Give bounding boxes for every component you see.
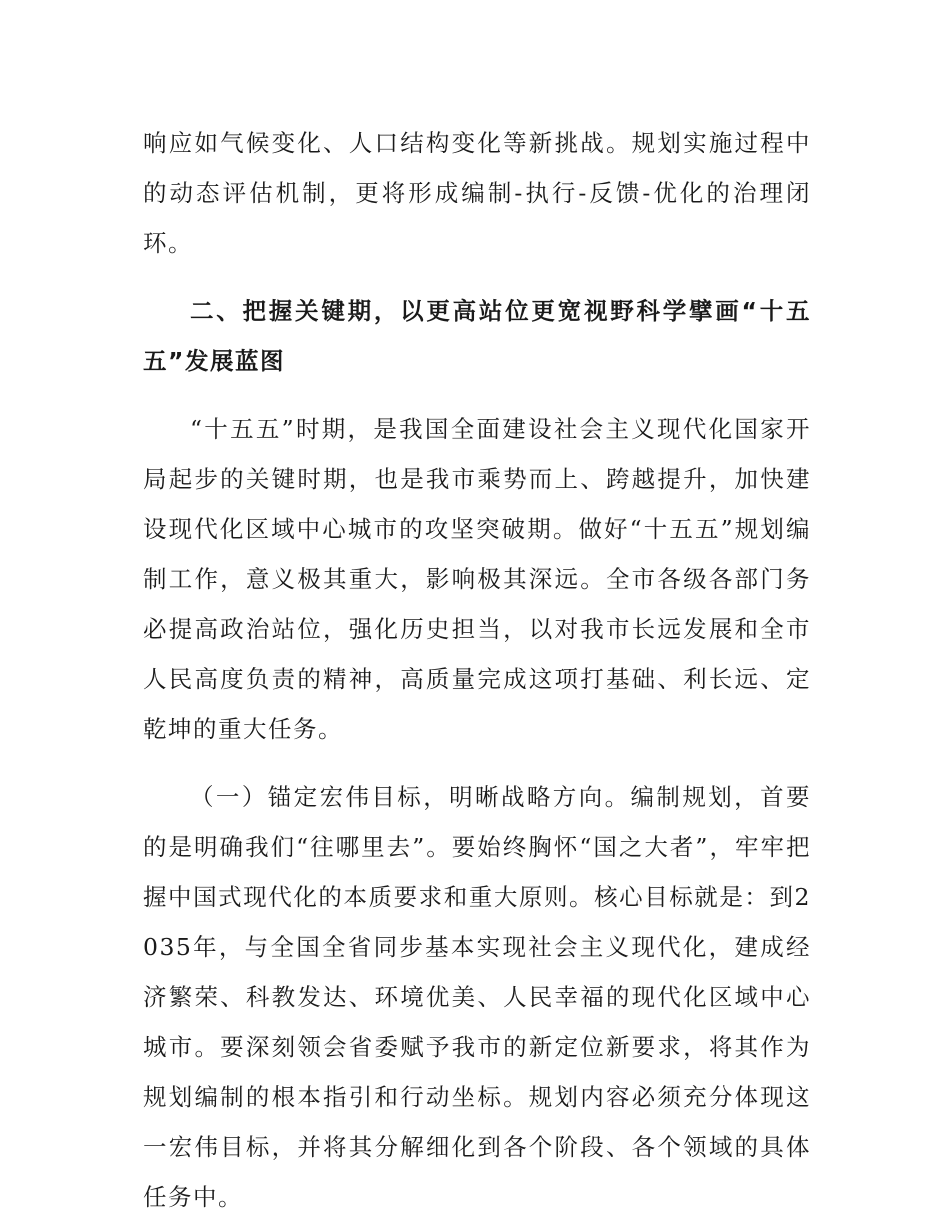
paragraph-continuation: 响应如气候变化、人口结构变化等新挑战。规划实施过程中的动态评估机制，更将形成编制-执行-反馈-优化的治理闭环。 [143,129,811,257]
document-page [143,118,811,1222]
section-heading: 二、把握关键期，以更高站位更宽视野科学擘画“十五五”发展蓝图 [143,297,811,375]
paragraph-goal-direction: （一）锚定宏伟目标，明晰战略方向。编制规划，首要的是明确我们“往哪里去”。要始终胸怀“国之大者”，牢牢把握中国式现代化的本质要求和重大原则。核心目标就是：到2035年，与全国全省同步基本实现社会主义现代化，建成经济繁荣、科教发达、环境优美、人民幸福的现代化区域中心城市。要深刻领会省委赋予我市的新定位新要求，将其作为规划编制的根本指引和行动坐标。规划内容必须充分体现这一宏伟目标，并将其分解细化到各个阶段、各个领域的具体任务中。 [143,783,811,1211]
paragraph-period-significance: “十五五”时期，是我国全面建设社会主义现代化国家开局起步的关键时期，也是我市乘势而上、跨越提升，加快建设现代化区域中心城市的攻坚突破期。做好“十五五”规划编制工作，意义极其重大，影响极其深远。全市各级各部门务必提高政治站位，强化历史担当，以对我市长远发展和全市人民高度负责的精神，高质量完成这项打基础、利长远、定乾坤的重大任务。 [143,415,811,743]
